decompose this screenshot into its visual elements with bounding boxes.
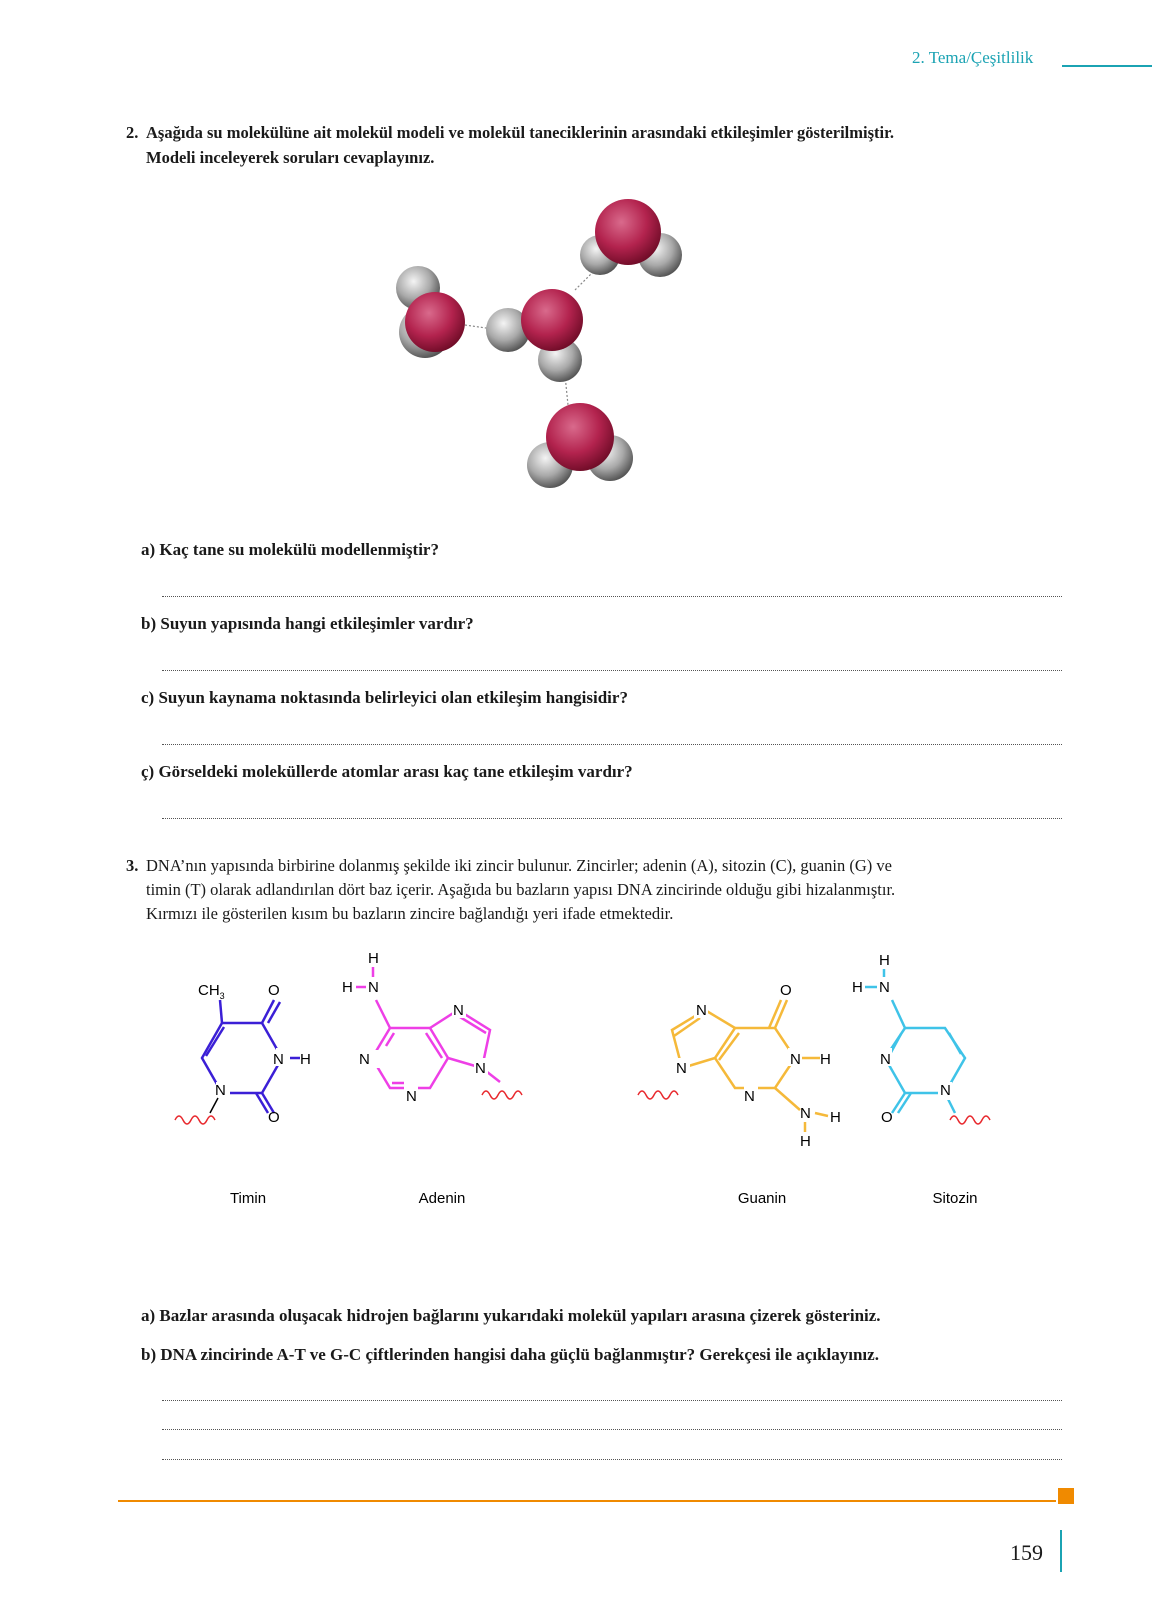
cytosine-n1: N: [940, 1082, 951, 1099]
footer-rule: [118, 1500, 1056, 1502]
subquestion-b: b) Suyun yapısında hangi etkileşimler vardır?: [141, 614, 474, 633]
answer-line-cc[interactable]: [162, 818, 1062, 819]
adenine-h-top: H: [368, 950, 379, 967]
answer-line-b[interactable]: [162, 670, 1062, 671]
label-adenin: Adenin: [418, 1190, 466, 1207]
thymine-attachment-wave: [175, 1116, 215, 1124]
question-number: 2.: [126, 123, 139, 142]
thymine-n: N: [273, 1051, 284, 1068]
guanine-n1: N: [790, 1051, 801, 1068]
thymine-n-bottom: N: [215, 1082, 226, 1099]
adenine-h-left: H: [342, 979, 353, 996]
subquestion-a: a) Kaç tane su molekülü modellenmiştir?: [141, 540, 439, 559]
section-title: 2. Tema/Çeşitlilik: [912, 48, 1034, 67]
thymine-h: H: [300, 1051, 311, 1068]
guanine-n3: N: [744, 1088, 755, 1105]
question3-line3: Kırmızı ile gösterilen kısım bu bazların zincire bağlandığı yeri ifade etmektedir.: [146, 904, 674, 923]
answer-line-a[interactable]: [162, 596, 1062, 597]
thymine-ch3: $CH_3$: [198, 982, 225, 1001]
q3-subquestion-a: a) Bazlar arasında oluşacak hidrojen bağlarını yukarıdaki molekül yapıları arasına çizerek gösteriniz.: [141, 1306, 881, 1325]
answer-line-c[interactable]: [162, 744, 1062, 745]
thymine-o-top: O: [268, 982, 280, 999]
guanine-h-right: H: [830, 1109, 841, 1126]
adenine-n1: N: [359, 1051, 370, 1068]
water-molecule-left: [396, 266, 465, 358]
guanine-h1: H: [820, 1051, 831, 1068]
guanine-n9: N: [676, 1060, 687, 1077]
water-molecule-model: [370, 190, 720, 520]
answer-line-1[interactable]: [162, 1400, 1062, 1401]
dna-bases-figure: [160, 950, 1040, 1215]
header-rule: [1062, 65, 1152, 67]
question-text-line1: Aşağıda su molekülüne ait molekül modeli ve molekül taneciklerinin arasındaki etkileşimler gösterilmiştir.: [146, 123, 895, 142]
page-number-bar: [1060, 1530, 1062, 1572]
answer-line-2[interactable]: [162, 1429, 1062, 1430]
question-3: [126, 854, 1066, 926]
cytosine-structure: [885, 1000, 965, 1113]
cytosine-attachment-wave: [950, 1116, 990, 1124]
adenine-n3: N: [406, 1088, 417, 1105]
question-number: 3.: [126, 856, 139, 875]
adenine-n7: N: [453, 1002, 464, 1019]
adenine-n-amine: N: [368, 979, 379, 996]
answer-line-3[interactable]: [162, 1459, 1062, 1460]
adenine-n9: N: [475, 1060, 486, 1077]
cytosine-n3: N: [880, 1051, 891, 1068]
cytosine-h-left: H: [852, 979, 863, 996]
guanine-n7: N: [696, 1002, 707, 1019]
q3-subquestion-b: b) DNA zincirinde A-T ve G-C çiftlerinden hangisi daha güçlü bağlanmıştır? Gerekçesi ile açıklayınız.: [141, 1345, 879, 1364]
question-text-line2: Modeli inceleyerek soruları cevaplayınız.: [146, 148, 435, 167]
label-timin: Timin: [229, 1190, 267, 1207]
subquestion-c: c) Suyun kaynama noktasında belirleyici olan etkileşim hangisidir?: [141, 688, 628, 707]
adenine-attachment-wave: [482, 1091, 522, 1099]
page-number: 159: [1010, 1540, 1043, 1565]
question-2: [126, 120, 1076, 170]
guanine-attachment-wave: [638, 1091, 678, 1099]
subquestion-cc: ç) Görseldeki moleküllerde atomlar arası kaç tane etkileşim vardır?: [141, 762, 633, 781]
water-molecule-center: [486, 289, 583, 382]
water-molecule-top: [580, 199, 682, 277]
footer-marker: [1058, 1488, 1074, 1504]
label-guanin: Guanin: [737, 1190, 787, 1207]
guanine-n-amine: N: [800, 1105, 811, 1122]
guanine-o: O: [780, 982, 792, 999]
cytosine-n-amine: N: [879, 979, 890, 996]
water-molecule-bottom: [527, 403, 633, 488]
cytosine-o: O: [881, 1109, 893, 1126]
thymine-o-bottom: O: [268, 1109, 280, 1126]
cytosine-h-top: H: [879, 952, 890, 969]
question3-line1: DNA’nın yapısında birbirine dolanmış şekilde iki zincir bulunur. Zincirler; adenin (A), sitozin (C), guanin (G) ve: [146, 856, 892, 875]
label-sitozin: Sitozin: [932, 1190, 978, 1207]
guanine-h-bottom: H: [800, 1133, 811, 1150]
question3-line2: timin (T) olarak adlandırılan dört baz içerir. Aşağıda bu bazların yapısı DNA zincirinde olduğu gibi hizalanmıştır.: [146, 880, 896, 899]
